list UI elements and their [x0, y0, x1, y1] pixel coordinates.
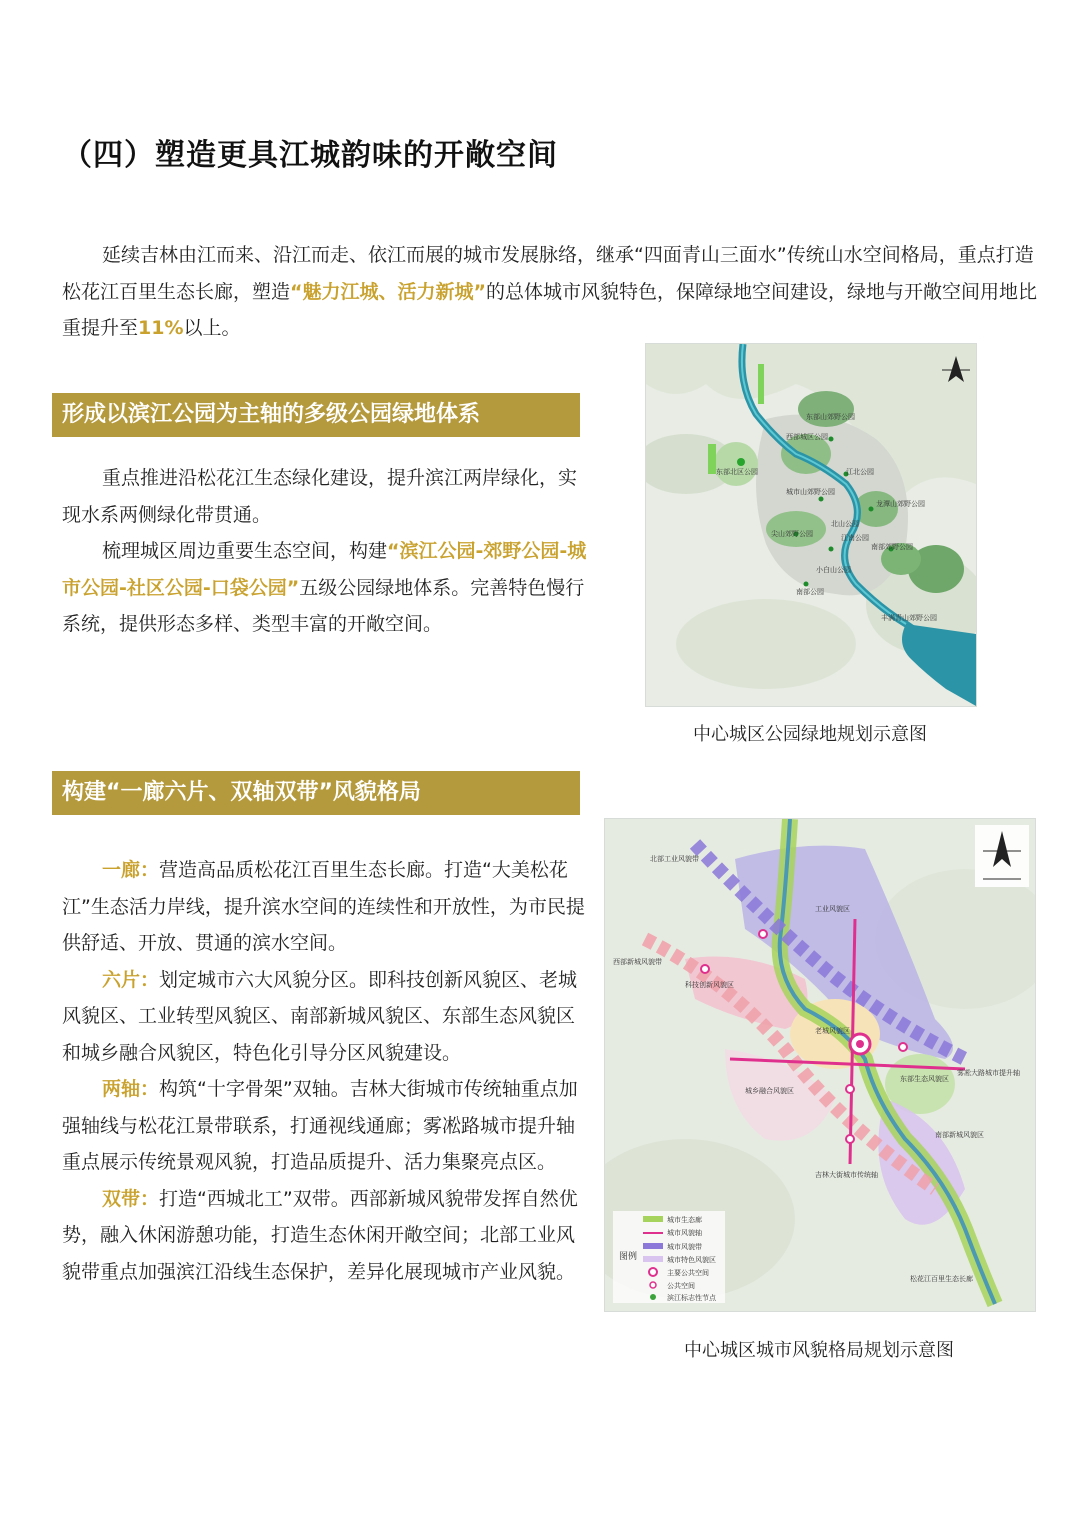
park-map-label: 小白山公园	[816, 566, 851, 574]
legend-item: 主要公共空间	[667, 1269, 709, 1277]
park-map-label: 北山公园	[831, 520, 859, 528]
intro-highlight-ratio: 11%	[138, 317, 184, 339]
style-map	[604, 818, 1036, 1312]
style-map-graphic	[605, 819, 1035, 1311]
style-item-key: 六片：	[102, 968, 160, 991]
style-map-label-west-band: 西部新城风貌带	[613, 958, 662, 966]
park-section-banner: 形成以滨江公园为主轴的多级公园绿地体系	[52, 393, 580, 437]
legend-item: 公共空间	[667, 1282, 695, 1290]
style-item-text: 划定城市六大风貌分区。即科技创新风貌区、老城风貌区、工业转型风貌区、南部新城风貌区、东部生态风貌区和城乡融合风貌区，特色化引导分区风貌建设。	[62, 968, 578, 1064]
style-map-label-north-band: 北部工业风貌带	[650, 855, 699, 863]
style-map-label-wusong-axis: 雾凇大路城市提升轴	[957, 1069, 1020, 1077]
style-map-caption: 中心城区城市风貌格局规划示意图	[684, 1340, 954, 1361]
park-map-label: 江北公园	[846, 468, 874, 476]
style-map-label-old: 老城风貌区	[815, 1027, 850, 1035]
legend-item: 城市风貌带	[667, 1243, 702, 1251]
style-map-label-tech: 科技创新风貌区	[685, 981, 734, 989]
legend-item: 城市特色风貌区	[667, 1256, 716, 1264]
park-map	[645, 343, 977, 707]
style-item-key: 两轴：	[102, 1078, 160, 1100]
style-map-label-south: 南部新城风貌区	[935, 1131, 984, 1139]
park-map-label: 江南公园	[841, 534, 869, 542]
style-map-label-jilin-axis: 吉林大街城市传统轴	[815, 1171, 878, 1179]
intro-highlight-slogan: “魅力江城、活力新城”	[290, 280, 486, 303]
park-paragraph-1: 重点推进沿松花江生态绿化建设，提升滨江两岸绿化，实现水系两侧绿化带贯通。	[62, 467, 578, 526]
legend-title: 图例	[619, 1252, 638, 1262]
style-section-text	[62, 852, 587, 1290]
style-map-label-river-corridor: 松花江百里生态长廊	[910, 1275, 973, 1283]
style-item-text: 打造“西城北工”双带。西部新城风貌带发挥自然优势，融入休闲游憩功能，打造生态休闲开敞空间；北部工业风貌带重点加强滨江沿线生态保护，差异化展现城市产业风貌。	[62, 1187, 578, 1283]
park-map-label: 龙潭山郊野公园	[876, 500, 925, 508]
style-item-belts	[62, 1181, 587, 1291]
park-section-text	[62, 460, 587, 643]
legend-item: 城市风貌轴	[667, 1229, 702, 1237]
park-map-label: 城市山郊野公园	[786, 488, 835, 496]
park-map-label: 丰满青山郊野公园	[881, 614, 937, 622]
style-item-axes	[62, 1071, 587, 1181]
park-text-2: 五级公园绿地体系。完善特色慢行系统，提供形态多样、类型丰富的开敞空间。	[62, 576, 585, 635]
page-title: （四）塑造更具江城韵味的开敞空间	[62, 138, 558, 173]
park-map-label: 南部公园	[796, 588, 824, 596]
intro-text-1: 延续吉林由江而来、沿江而走、依江而展的城市发展脉络，继承“四面青山三面水”传统山水空间格局，重点打造松花江百里生态长廊，塑造	[62, 244, 1034, 303]
park-paragraph-2	[62, 533, 587, 643]
park-map-label: 东部北区公园	[716, 468, 758, 476]
style-map-label-industry: 工业风貌区	[815, 905, 850, 913]
style-map-legend	[613, 1211, 725, 1303]
park-map-caption: 中心城区公园绿地规划示意图	[693, 724, 927, 745]
style-map-label-east: 东部生态风貌区	[900, 1075, 949, 1083]
park-map-label: 尖山郊野公园	[771, 530, 813, 538]
park-map-graphic	[646, 344, 976, 706]
legend-item: 滨江标志性节点	[667, 1294, 716, 1302]
intro-text-2: 的总体城市风貌特色，保障绿地空间建设，绿地与开敞空间用地比重提升至	[62, 280, 1038, 339]
style-section-banner: 构建“一廊六片、双轴双带”风貌格局	[52, 771, 580, 815]
park-map-label: 西部城区公园	[786, 433, 828, 441]
park-map-label: 东部山郊野公园	[806, 413, 855, 421]
park-map-label: 南部郊野公园	[871, 543, 913, 551]
intro-text-3: 以上。	[183, 317, 241, 339]
park-highlight-system: “滨江公园-郊野公园-城市公园-社区公园-口袋公园”	[62, 540, 587, 599]
style-item-key: 一廊：	[102, 859, 160, 881]
style-item-districts	[62, 962, 587, 1072]
compass-icon	[975, 825, 1029, 887]
style-item-text: 营造高品质松花江百里生态长廊。打造“大美松花江”生态活力岸线，提升滨水空间的连续性和开放性，为市民提供舒适、开放、贯通的滨水空间。	[62, 859, 585, 954]
legend-item: 城市生态廊	[667, 1216, 702, 1224]
park-text-1: 梳理城区周边重要生态空间，构建	[102, 540, 388, 562]
style-item-corridor	[62, 852, 587, 962]
intro-paragraph	[62, 237, 1037, 347]
style-item-text: 构筑“十字骨架”双轴。吉林大街城市传统轴重点加强轴线与松花江景带联系，打通视线通廊；雾凇路城市提升轴重点展示传统景观风貌，打造品质提升、活力集聚亮点区。	[62, 1078, 578, 1173]
style-map-label-rural: 城乡融合风貌区	[745, 1087, 794, 1095]
style-item-key: 双带：	[102, 1187, 160, 1210]
